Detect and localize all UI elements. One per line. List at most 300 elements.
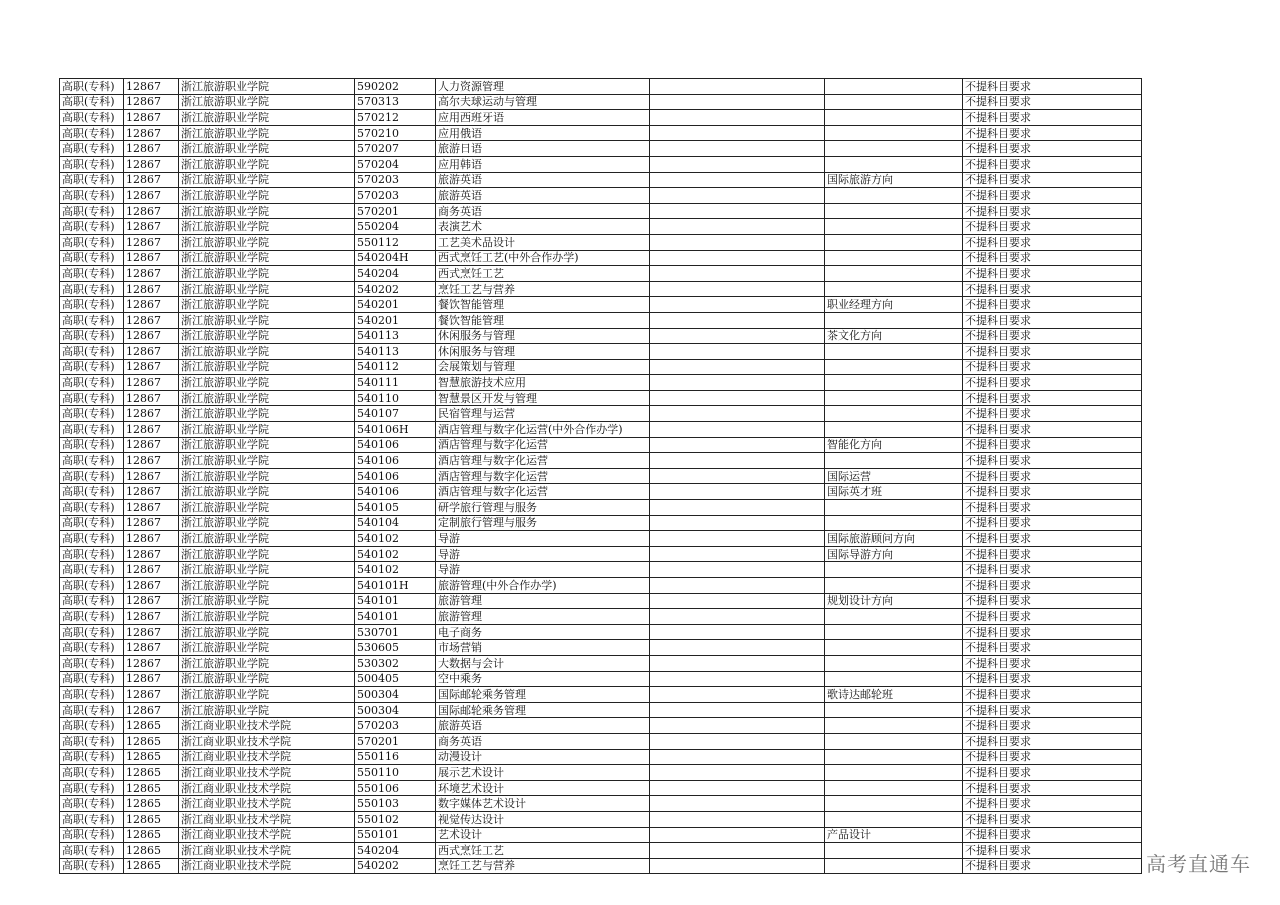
level-cell: 高职(专科): [60, 79, 124, 95]
direction-cell: [825, 655, 963, 671]
direction-cell: [825, 609, 963, 625]
note-cell: [650, 312, 825, 328]
major-code-cell: 550204: [355, 219, 436, 235]
note-cell: [650, 500, 825, 516]
direction-cell: 国际运营: [825, 468, 963, 484]
note-cell: [650, 687, 825, 703]
subject-requirement-cell: 不提科目要求: [963, 250, 1142, 266]
table-row: [60, 375, 1142, 391]
level-cell: 高职(专科): [60, 593, 124, 609]
subject-requirement-cell: 不提科目要求: [963, 266, 1142, 282]
level-cell: 高职(专科): [60, 671, 124, 687]
major-name-cell: 西式烹饪工艺: [436, 843, 650, 859]
major-name-cell: 旅游管理: [436, 593, 650, 609]
table-row: [60, 718, 1142, 734]
school-code-cell: 12865: [124, 796, 179, 812]
subject-requirement-cell: 不提科目要求: [963, 453, 1142, 469]
direction-cell: [825, 203, 963, 219]
subject-requirement-cell: 不提科目要求: [963, 811, 1142, 827]
subject-requirement-cell: 不提科目要求: [963, 515, 1142, 531]
major-name-cell: 休闲服务与管理: [436, 344, 650, 360]
school-name-cell: 浙江商业职业技术学院: [179, 749, 355, 765]
note-cell: [650, 593, 825, 609]
school-code-cell: 12867: [124, 702, 179, 718]
major-name-cell: 会展策划与管理: [436, 359, 650, 375]
major-name-cell: 商务英语: [436, 203, 650, 219]
note-cell: [650, 655, 825, 671]
school-name-cell: 浙江旅游职业学院: [179, 297, 355, 313]
direction-cell: [825, 453, 963, 469]
major-code-cell: 540102: [355, 531, 436, 547]
major-name-cell: 表演艺术: [436, 219, 650, 235]
subject-requirement-cell: 不提科目要求: [963, 437, 1142, 453]
table-row: [60, 655, 1142, 671]
direction-cell: [825, 500, 963, 516]
major-name-cell: 酒店管理与数字化运营: [436, 453, 650, 469]
table-row: [60, 312, 1142, 328]
table-row: [60, 344, 1142, 360]
school-code-cell: 12867: [124, 234, 179, 250]
major-code-cell: 540202: [355, 281, 436, 297]
level-cell: 高职(专科): [60, 687, 124, 703]
direction-cell: [825, 718, 963, 734]
major-code-cell: 570207: [355, 141, 436, 157]
note-cell: [650, 780, 825, 796]
major-name-cell: 市场营销: [436, 640, 650, 656]
subject-requirement-cell: 不提科目要求: [963, 655, 1142, 671]
level-cell: 高职(专科): [60, 422, 124, 438]
direction-cell: [825, 702, 963, 718]
school-code-cell: 12865: [124, 718, 179, 734]
major-code-cell: 550116: [355, 749, 436, 765]
direction-cell: [825, 671, 963, 687]
table-row: [60, 843, 1142, 859]
note-cell: [650, 578, 825, 594]
subject-requirement-cell: 不提科目要求: [963, 546, 1142, 562]
direction-cell: [825, 765, 963, 781]
school-code-cell: 12867: [124, 172, 179, 188]
note-cell: [650, 203, 825, 219]
school-name-cell: 浙江旅游职业学院: [179, 484, 355, 500]
school-code-cell: 12867: [124, 125, 179, 141]
subject-requirement-cell: 不提科目要求: [963, 312, 1142, 328]
direction-cell: 产品设计: [825, 827, 963, 843]
major-name-cell: 旅游英语: [436, 172, 650, 188]
major-code-cell: 500405: [355, 671, 436, 687]
school-name-cell: 浙江旅游职业学院: [179, 203, 355, 219]
table-row: [60, 234, 1142, 250]
table-row: [60, 562, 1142, 578]
note-cell: [650, 297, 825, 313]
level-cell: 高职(专科): [60, 702, 124, 718]
major-name-cell: 应用韩语: [436, 156, 650, 172]
table-row: [60, 359, 1142, 375]
direction-cell: 国际英才班: [825, 484, 963, 500]
school-code-cell: 12867: [124, 390, 179, 406]
school-name-cell: 浙江旅游职业学院: [179, 281, 355, 297]
subject-requirement-cell: 不提科目要求: [963, 110, 1142, 126]
direction-cell: 职业经理方向: [825, 297, 963, 313]
level-cell: 高职(专科): [60, 406, 124, 422]
school-code-cell: 12867: [124, 453, 179, 469]
direction-cell: [825, 733, 963, 749]
major-code-cell: 540106: [355, 453, 436, 469]
major-name-cell: 商务英语: [436, 733, 650, 749]
note-cell: [650, 858, 825, 874]
major-code-cell: 570201: [355, 203, 436, 219]
table-row: [60, 593, 1142, 609]
level-cell: 高职(专科): [60, 156, 124, 172]
direction-cell: [825, 219, 963, 235]
level-cell: 高职(专科): [60, 531, 124, 547]
direction-cell: 规划设计方向: [825, 593, 963, 609]
table-row: [60, 390, 1142, 406]
subject-requirement-cell: 不提科目要求: [963, 94, 1142, 110]
direction-cell: [825, 281, 963, 297]
major-code-cell: 540204: [355, 266, 436, 282]
school-name-cell: 浙江旅游职业学院: [179, 188, 355, 204]
note-cell: [650, 125, 825, 141]
major-name-cell: 展示艺术设计: [436, 765, 650, 781]
major-name-cell: 国际邮轮乘务管理: [436, 702, 650, 718]
school-name-cell: 浙江旅游职业学院: [179, 500, 355, 516]
level-cell: 高职(专科): [60, 468, 124, 484]
school-name-cell: 浙江旅游职业学院: [179, 359, 355, 375]
major-code-cell: 570203: [355, 188, 436, 204]
direction-cell: 国际导游方向: [825, 546, 963, 562]
school-name-cell: 浙江旅游职业学院: [179, 390, 355, 406]
direction-cell: [825, 578, 963, 594]
note-cell: [650, 640, 825, 656]
table-row: [60, 250, 1142, 266]
subject-requirement-cell: 不提科目要求: [963, 422, 1142, 438]
school-name-cell: 浙江商业职业技术学院: [179, 811, 355, 827]
level-cell: 高职(专科): [60, 624, 124, 640]
note-cell: [650, 796, 825, 812]
note-cell: [650, 110, 825, 126]
school-name-cell: 浙江旅游职业学院: [179, 422, 355, 438]
school-code-cell: 12867: [124, 687, 179, 703]
school-code-cell: 12865: [124, 749, 179, 765]
school-name-cell: 浙江旅游职业学院: [179, 266, 355, 282]
major-code-cell: 550110: [355, 765, 436, 781]
level-cell: 高职(专科): [60, 843, 124, 859]
subject-requirement-cell: 不提科目要求: [963, 827, 1142, 843]
subject-requirement-cell: 不提科目要求: [963, 125, 1142, 141]
subject-requirement-cell: 不提科目要求: [963, 702, 1142, 718]
level-cell: 高职(专科): [60, 655, 124, 671]
subject-requirement-cell: 不提科目要求: [963, 780, 1142, 796]
table-row: [60, 79, 1142, 95]
direction-cell: 国际旅游方向: [825, 172, 963, 188]
table-row: [60, 733, 1142, 749]
school-name-cell: 浙江旅游职业学院: [179, 79, 355, 95]
table-row: [60, 219, 1142, 235]
level-cell: 高职(专科): [60, 172, 124, 188]
subject-requirement-cell: 不提科目要求: [963, 765, 1142, 781]
major-code-cell: 540106: [355, 437, 436, 453]
school-code-cell: 12867: [124, 375, 179, 391]
note-cell: [650, 437, 825, 453]
subject-requirement-cell: 不提科目要求: [963, 390, 1142, 406]
major-code-cell: 540110: [355, 390, 436, 406]
table-row: [60, 687, 1142, 703]
school-name-cell: 浙江旅游职业学院: [179, 234, 355, 250]
school-name-cell: 浙江商业职业技术学院: [179, 780, 355, 796]
level-cell: 高职(专科): [60, 312, 124, 328]
note-cell: [650, 422, 825, 438]
level-cell: 高职(专科): [60, 297, 124, 313]
subject-requirement-cell: 不提科目要求: [963, 234, 1142, 250]
table-row: [60, 515, 1142, 531]
table-row: [60, 811, 1142, 827]
school-code-cell: 12867: [124, 422, 179, 438]
major-code-cell: 540105: [355, 500, 436, 516]
major-code-cell: 500304: [355, 687, 436, 703]
table-row: [60, 702, 1142, 718]
direction-cell: [825, 811, 963, 827]
major-code-cell: 540113: [355, 328, 436, 344]
school-name-cell: 浙江旅游职业学院: [179, 141, 355, 157]
table-row: [60, 437, 1142, 453]
subject-requirement-cell: 不提科目要求: [963, 172, 1142, 188]
major-code-cell: 540202: [355, 858, 436, 874]
school-name-cell: 浙江旅游职业学院: [179, 219, 355, 235]
direction-cell: [825, 390, 963, 406]
major-name-cell: 西式烹饪工艺: [436, 266, 650, 282]
school-name-cell: 浙江商业职业技术学院: [179, 796, 355, 812]
table-row: [60, 546, 1142, 562]
direction-cell: [825, 780, 963, 796]
major-name-cell: 定制旅行管理与服务: [436, 515, 650, 531]
school-name-cell: 浙江商业职业技术学院: [179, 718, 355, 734]
level-cell: 高职(专科): [60, 640, 124, 656]
note-cell: [650, 406, 825, 422]
major-code-cell: 540111: [355, 375, 436, 391]
major-code-cell: 530701: [355, 624, 436, 640]
major-code-cell: 540102: [355, 546, 436, 562]
major-name-cell: 动漫设计: [436, 749, 650, 765]
school-code-cell: 12867: [124, 250, 179, 266]
table-row: [60, 297, 1142, 313]
school-name-cell: 浙江旅游职业学院: [179, 468, 355, 484]
school-code-cell: 12867: [124, 484, 179, 500]
major-name-cell: 餐饮智能管理: [436, 312, 650, 328]
school-code-cell: 12867: [124, 515, 179, 531]
table-row: [60, 422, 1142, 438]
major-name-cell: 民宿管理与运营: [436, 406, 650, 422]
subject-requirement-cell: 不提科目要求: [963, 500, 1142, 516]
major-name-cell: 西式烹饪工艺(中外合作办学): [436, 250, 650, 266]
school-name-cell: 浙江旅游职业学院: [179, 437, 355, 453]
school-name-cell: 浙江商业职业技术学院: [179, 843, 355, 859]
table-row: [60, 640, 1142, 656]
note-cell: [650, 546, 825, 562]
major-code-cell: 570201: [355, 733, 436, 749]
major-code-cell: 540104: [355, 515, 436, 531]
direction-cell: [825, 312, 963, 328]
major-name-cell: 旅游管理: [436, 609, 650, 625]
major-name-cell: 人力资源管理: [436, 79, 650, 95]
level-cell: 高职(专科): [60, 578, 124, 594]
major-code-cell: 570203: [355, 172, 436, 188]
subject-requirement-cell: 不提科目要求: [963, 375, 1142, 391]
school-code-cell: 12867: [124, 500, 179, 516]
school-code-cell: 12865: [124, 843, 179, 859]
table-row: [60, 468, 1142, 484]
table-row: [60, 484, 1142, 500]
school-name-cell: 浙江旅游职业学院: [179, 593, 355, 609]
direction-cell: [825, 843, 963, 859]
subject-requirement-cell: 不提科目要求: [963, 749, 1142, 765]
major-code-cell: 550101: [355, 827, 436, 843]
level-cell: 高职(专科): [60, 188, 124, 204]
level-cell: 高职(专科): [60, 718, 124, 734]
school-code-cell: 12867: [124, 94, 179, 110]
subject-requirement-cell: 不提科目要求: [963, 562, 1142, 578]
school-name-cell: 浙江旅游职业学院: [179, 156, 355, 172]
table-row: [60, 749, 1142, 765]
subject-requirement-cell: 不提科目要求: [963, 219, 1142, 235]
school-code-cell: 12867: [124, 406, 179, 422]
major-name-cell: 旅游英语: [436, 718, 650, 734]
direction-cell: [825, 110, 963, 126]
major-code-cell: 540102: [355, 562, 436, 578]
table-row: [60, 156, 1142, 172]
school-name-cell: 浙江旅游职业学院: [179, 375, 355, 391]
note-cell: [650, 718, 825, 734]
direction-cell: [825, 266, 963, 282]
major-name-cell: 酒店管理与数字化运营: [436, 484, 650, 500]
watermark: 高考直通车: [1146, 852, 1251, 876]
level-cell: 高职(专科): [60, 203, 124, 219]
direction-cell: [825, 79, 963, 95]
school-code-cell: 12867: [124, 655, 179, 671]
school-name-cell: 浙江商业职业技术学院: [179, 858, 355, 874]
note-cell: [650, 375, 825, 391]
major-name-cell: 烹饪工艺与营养: [436, 858, 650, 874]
note-cell: [650, 328, 825, 344]
table-row: [60, 624, 1142, 640]
school-name-cell: 浙江旅游职业学院: [179, 702, 355, 718]
major-name-cell: 休闲服务与管理: [436, 328, 650, 344]
major-code-cell: 570203: [355, 718, 436, 734]
major-code-cell: 540106: [355, 484, 436, 500]
school-code-cell: 12867: [124, 141, 179, 157]
note-cell: [650, 219, 825, 235]
subject-requirement-cell: 不提科目要求: [963, 624, 1142, 640]
level-cell: 高职(专科): [60, 858, 124, 874]
level-cell: 高职(专科): [60, 562, 124, 578]
table-row: [60, 827, 1142, 843]
school-code-cell: 12865: [124, 733, 179, 749]
level-cell: 高职(专科): [60, 250, 124, 266]
school-code-cell: 12867: [124, 437, 179, 453]
subject-requirement-cell: 不提科目要求: [963, 843, 1142, 859]
school-code-cell: 12867: [124, 297, 179, 313]
subject-requirement-cell: 不提科目要求: [963, 858, 1142, 874]
level-cell: 高职(专科): [60, 110, 124, 126]
major-name-cell: 数字媒体艺术设计: [436, 796, 650, 812]
direction-cell: [825, 515, 963, 531]
table-row: [60, 281, 1142, 297]
direction-cell: 歌诗达邮轮班: [825, 687, 963, 703]
school-code-cell: 12867: [124, 624, 179, 640]
table-row: [60, 203, 1142, 219]
direction-cell: [825, 749, 963, 765]
school-code-cell: 12867: [124, 203, 179, 219]
direction-cell: 茶文化方向: [825, 328, 963, 344]
school-code-cell: 12867: [124, 110, 179, 126]
table-row: [60, 266, 1142, 282]
school-code-cell: 12867: [124, 359, 179, 375]
school-code-cell: 12867: [124, 312, 179, 328]
major-code-cell: 550103: [355, 796, 436, 812]
table-row: [60, 500, 1142, 516]
direction-cell: [825, 156, 963, 172]
subject-requirement-cell: 不提科目要求: [963, 733, 1142, 749]
school-name-cell: 浙江商业职业技术学院: [179, 733, 355, 749]
school-name-cell: 浙江旅游职业学院: [179, 94, 355, 110]
major-code-cell: 570313: [355, 94, 436, 110]
level-cell: 高职(专科): [60, 749, 124, 765]
table-row: [60, 671, 1142, 687]
major-code-cell: 540101H: [355, 578, 436, 594]
level-cell: 高职(专科): [60, 796, 124, 812]
table-row: [60, 780, 1142, 796]
note-cell: [650, 188, 825, 204]
school-name-cell: 浙江旅游职业学院: [179, 172, 355, 188]
note-cell: [650, 79, 825, 95]
major-name-cell: 导游: [436, 546, 650, 562]
note-cell: [650, 344, 825, 360]
major-name-cell: 导游: [436, 562, 650, 578]
school-code-cell: 12867: [124, 219, 179, 235]
level-cell: 高职(专科): [60, 141, 124, 157]
note-cell: [650, 609, 825, 625]
school-code-cell: 12865: [124, 827, 179, 843]
direction-cell: [825, 141, 963, 157]
school-code-cell: 12867: [124, 671, 179, 687]
note-cell: [650, 671, 825, 687]
level-cell: 高职(专科): [60, 765, 124, 781]
subject-requirement-cell: 不提科目要求: [963, 718, 1142, 734]
note-cell: [650, 250, 825, 266]
major-name-cell: 酒店管理与数字化运营(中外合作办学): [436, 422, 650, 438]
major-name-cell: 应用西班牙语: [436, 110, 650, 126]
level-cell: 高职(专科): [60, 733, 124, 749]
major-code-cell: 540106: [355, 468, 436, 484]
level-cell: 高职(专科): [60, 453, 124, 469]
major-name-cell: 餐饮智能管理: [436, 297, 650, 313]
major-code-cell: 550102: [355, 811, 436, 827]
level-cell: 高职(专科): [60, 344, 124, 360]
direction-cell: [825, 858, 963, 874]
subject-requirement-cell: 不提科目要求: [963, 531, 1142, 547]
level-cell: 高职(专科): [60, 546, 124, 562]
direction-cell: [825, 250, 963, 266]
school-name-cell: 浙江旅游职业学院: [179, 609, 355, 625]
direction-cell: [825, 562, 963, 578]
major-name-cell: 旅游英语: [436, 188, 650, 204]
school-code-cell: 12867: [124, 188, 179, 204]
level-cell: 高职(专科): [60, 500, 124, 516]
direction-cell: [825, 234, 963, 250]
major-name-cell: 国际邮轮乘务管理: [436, 687, 650, 703]
school-code-cell: 12867: [124, 79, 179, 95]
note-cell: [650, 281, 825, 297]
level-cell: 高职(专科): [60, 375, 124, 391]
